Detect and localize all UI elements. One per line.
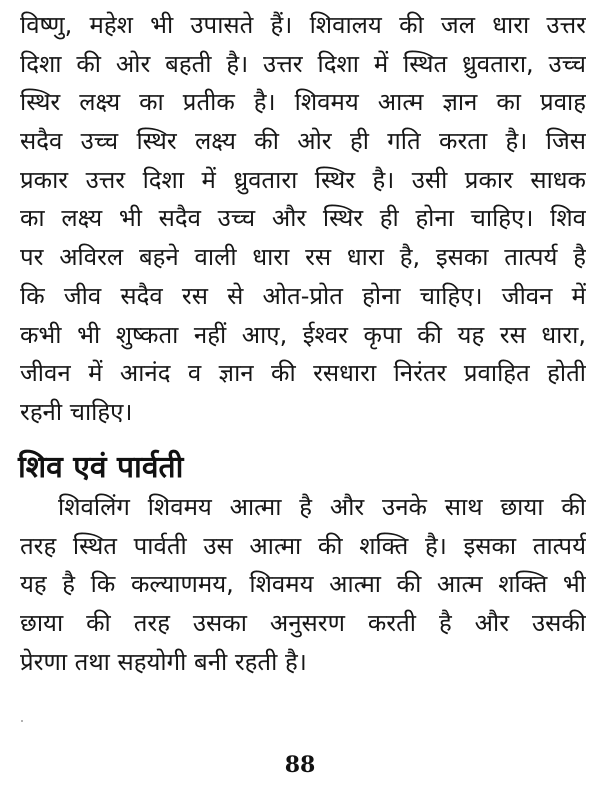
paragraph-line: यह है कि कल्याणमय, शिवमय आत्मा की आत्म शक्ति भी (20, 570, 586, 599)
paragraph-line: तरह स्थित पार्वती उस आत्मा की शक्ति है। इसका तात्पर्य (20, 531, 586, 560)
paragraph-line: कभी भी शुष्कता नहीं आए, ईश्वर कृपा की यह रस धारा, (20, 320, 586, 349)
paragraph-line: शिवलिंग शिवमय आत्मा है और उनके साथ छाया की (58, 493, 586, 521)
paragraph-line: दिशा की ओर बहती है। उत्तर दिशा में स्थित ध्रुवतारा, उच्च (20, 49, 586, 78)
paragraph-line: स्थिर लक्ष्य का प्रतीक है। शिवमय आत्म ज्ञान का प्रवाह (20, 88, 586, 117)
paragraph-line: छाया की तरह उसका अनुसरण करती है और उसकी (20, 609, 586, 638)
paragraph-line: विष्णु, महेश भी उपासते हैं। शिवालय की जल धारा उत्तर (20, 11, 586, 39)
paragraph-line: प्रकार उत्तर दिशा में ध्रुवतारा स्थिर है। उसी प्रकार साधक (20, 165, 586, 194)
paragraph-line: का लक्ष्य भी सदैव उच्च और स्थिर ही होना चाहिए। शिव (20, 204, 586, 233)
paragraph-line: सदैव उच्च स्थिर लक्ष्य की ओर ही गति करता है। जिस (20, 127, 586, 156)
body-paragraph-1 (20, 6, 586, 432)
paragraph-line: पर अविरल बहने वाली धारा रस धारा है, इसका तात्पर्य है (20, 243, 586, 272)
paragraph-line: रहनी चाहिए। (20, 397, 133, 426)
paragraph-line: प्रेरणा तथा सहयोगी बनी रहती है। (20, 647, 307, 676)
body-paragraph-2 (20, 488, 586, 681)
page-number: 88 (284, 752, 316, 778)
scan-speck (21, 720, 23, 722)
paragraph-line: कि जीव सदैव रस से ओत-प्रोत होना चाहिए। जीवन में (20, 281, 586, 310)
section-heading: शिव एवं पार्वती (18, 450, 184, 485)
paragraph-line: जीवन में आनंद व ज्ञान की रसधारा निरंतर प्रवाहित होती (20, 359, 586, 388)
